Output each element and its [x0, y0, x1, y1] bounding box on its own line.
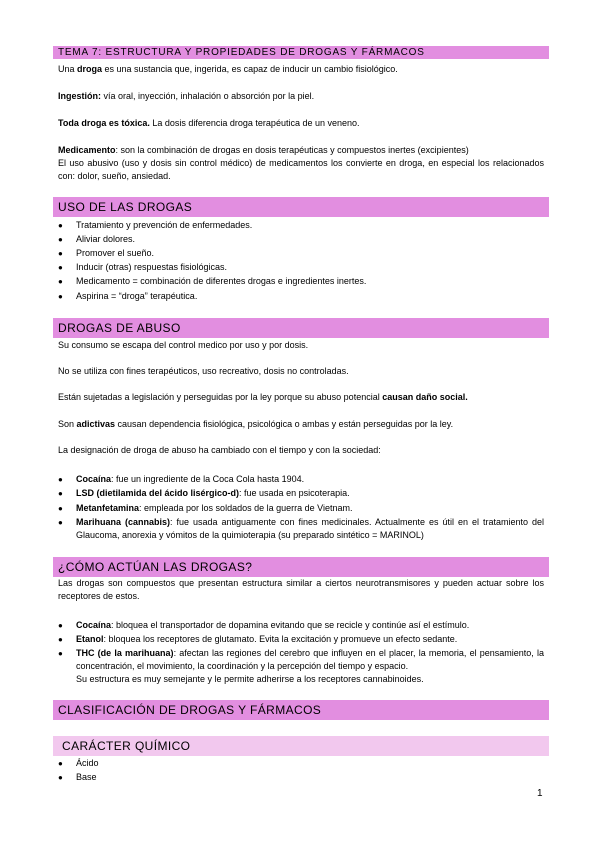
list-item: [58, 647, 544, 673]
section-title: DROGAS DE ABUSO: [58, 321, 181, 335]
bullet-icon: ●: [58, 249, 63, 258]
abuso-paragraph: Son adictivas causan dependencia fisiológica, psicológica o ambas y están perseguidas por la ley.: [58, 419, 454, 429]
section-title: CLASIFICACIÓN DE DROGAS Y FÁRMACOS: [58, 703, 322, 717]
intro-ingestion: Ingestión: vía oral, inyección, inhalación o absorción por la piel.: [58, 91, 315, 101]
abuso-paragraph: No se utiliza con fines terapéuticos, uso recreativo, dosis no controladas.: [58, 366, 349, 376]
page-number: 1: [537, 788, 543, 799]
list-item: [58, 771, 544, 784]
bullet-icon: ●: [58, 489, 63, 498]
bullet-icon: ●: [58, 292, 63, 301]
intro-uso-abusivo: El uso abusivo (uso y dosis sin control médico) de medicamentos los convierte en droga, en especial los relacionados con: dolor, sueño, ansiedad.: [58, 158, 544, 181]
list-item-text: Base: [76, 772, 97, 782]
list-item-text: Marihuana (cannabis): fue usada antiguamente con fines medicinales. Actualmente es útil en el tratamiento del Glaucoma, anorexia y vómitos de la quimioterapia (su preparado sintético = MARINOL): [76, 517, 544, 540]
section-title: ¿CÓMO ACTÚAN LAS DROGAS?: [58, 560, 253, 574]
list-item: [58, 247, 544, 260]
bullet-icon: ●: [58, 475, 63, 484]
list-item: [58, 261, 544, 274]
list-item-text: Aspirina = “droga” terapéutica.: [76, 291, 198, 301]
bullet-icon: ●: [58, 759, 63, 768]
bullet-icon: ●: [58, 518, 63, 527]
bullet-icon: ●: [58, 621, 63, 630]
intro-droga-definition: Una droga es una sustancia que, ingerida, es capaz de inducir un cambio fisiológico.: [58, 64, 398, 74]
list-item-text: Medicamento = combinación de diferentes drogas e ingredientes inertes.: [76, 276, 367, 286]
actuan-paragraph: Las drogas son compuestos que presentan estructura similar a ciertos neurotransmisores y pueden actuar sobre los receptores de estos.: [58, 578, 544, 601]
list-item: [58, 757, 544, 770]
list-item-text: THC (de la marihuana): afectan las regiones del cerebro que influyen en el placer, la memoria, el pensamiento, la concentración, el movimiento, la coordinación y la percepción del tiempo y espacio.: [76, 648, 544, 671]
bullet-icon: ●: [58, 263, 63, 272]
bullet-icon: ●: [58, 235, 63, 244]
section-header-actuan: [53, 557, 549, 577]
list-item: [58, 290, 544, 303]
section-title: USO DE LAS DROGAS: [58, 200, 193, 214]
list-item-text: Cocaína: bloquea el transportador de dopamina evitando que se recicle y continúe así el estímulo.: [76, 620, 470, 630]
abuso-paragraph: Su consumo se escapa del control medico por uso y por dosis.: [58, 340, 309, 350]
bullet-icon: ●: [58, 504, 63, 513]
list-item: [58, 233, 544, 246]
list-item: [58, 516, 544, 542]
list-item: [58, 473, 544, 486]
list-item: [58, 633, 544, 646]
intro-toxica: Toda droga es tóxica. La dosis diferencia droga terapéutica de un veneno.: [58, 118, 360, 128]
list-item-text: Cocaína: fue un ingrediente de la Coca Cola hasta 1904.: [76, 474, 305, 484]
bullet-icon: ●: [58, 221, 63, 230]
bullet-icon: ●: [58, 277, 63, 286]
bullet-icon: ●: [58, 635, 63, 644]
list-item: [58, 502, 544, 515]
list-item-text: Promover el sueño.: [76, 248, 155, 258]
list-item: [58, 219, 544, 232]
list-item-text: Aliviar dolores.: [76, 234, 136, 244]
list-item-text: LSD (dietilamida del ácido lisérgico-d): fue usada en psicoterapia.: [76, 488, 350, 498]
section-header-clasificacion: [53, 700, 549, 720]
list-item-text: Tratamiento y prevención de enfermedades.: [76, 220, 253, 230]
list-item-text: Ácido: [76, 758, 99, 768]
subsection-header-caracter-quimico: [53, 736, 549, 756]
intro-medicamento: Medicamento: son la combinación de drogas en dosis terapéuticas y compuestos inertes (excipientes): [58, 145, 469, 155]
list-item: [58, 487, 544, 500]
document-title-bar: [53, 46, 549, 59]
subsection-title: CARÁCTER QUÍMICO: [62, 739, 191, 753]
bullet-icon: ●: [58, 649, 63, 658]
abuso-paragraph: Están sujetadas a legislación y perseguidas por la ley porque su abuso potencial causan daño social.: [58, 392, 468, 402]
bullet-icon: ●: [58, 773, 63, 782]
document-title: TEMA 7: ESTRUCTURA Y PROPIEDADES DE DROGAS Y FÁRMACOS: [58, 47, 425, 58]
list-item-text: Etanol: bloquea los receptores de glutamato. Evita la excitación y promueve un efecto sedante.: [76, 634, 458, 644]
actuan-thc-note: Su estructura es muy semejante y le permite adherirse a los receptores cannabinoides.: [76, 674, 424, 684]
abuso-paragraph: La designación de droga de abuso ha cambiado con el tiempo y con la sociedad:: [58, 445, 381, 455]
list-item: [58, 275, 544, 288]
list-item-text: Inducir (otras) respuestas fisiológicas.: [76, 262, 228, 272]
list-item-text: Metanfetamina: empleada por los soldados de la guerra de Vietnam.: [76, 503, 353, 513]
section-header-abuso: [53, 318, 549, 338]
list-item: [58, 619, 544, 632]
section-header-uso: [53, 197, 549, 217]
